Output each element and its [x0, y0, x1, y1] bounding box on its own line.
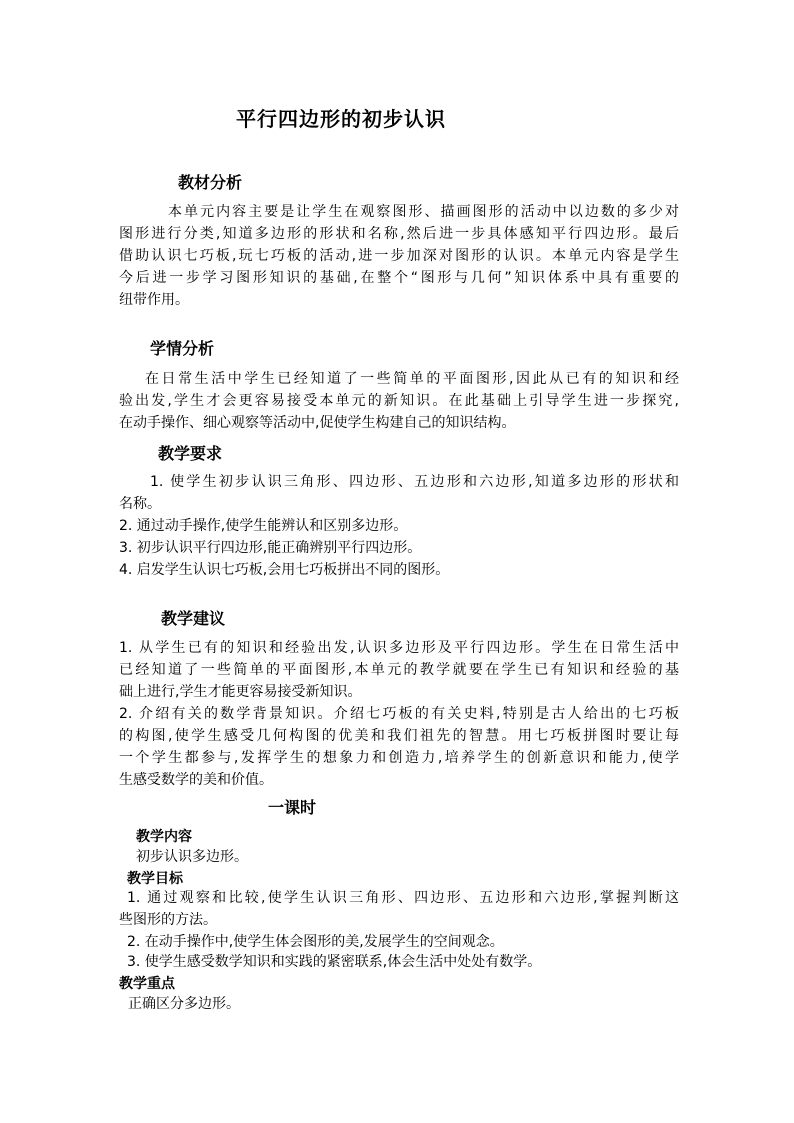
teaching-content-text: 初步认识多边形。: [136, 849, 248, 865]
list-item: 2. 通过动手操作,使学生能辨认和区别多边形。: [119, 518, 408, 534]
paragraph-line: 纽带作用。: [119, 292, 189, 308]
list-item: 2. 在动手操作中,使学生体会图形的美,发展学生的空间观念。: [127, 934, 504, 950]
list-item: 2. 介绍有关的数学背景知识。介绍七巧板的有关史料,特别是古人给出的七巧板: [119, 706, 679, 722]
list-item: 已经知道了一些简单的平面图形,本单元的教学就要在学生已有知识和经验的基: [119, 662, 679, 678]
section-heading-student-analysis: 学情分析: [150, 339, 215, 358]
list-item: 1. 通过观察和比较,使学生认识三角形、四边形、五边形和六边形,掌握判断这: [127, 890, 679, 906]
key-point-heading: 教学重点: [119, 976, 175, 992]
list-item: 生感受数学的美和价值。: [119, 772, 273, 788]
list-item: 3. 初步认识平行四边形,能正确辨别平行四边形。: [119, 540, 422, 556]
teaching-content-heading: 教学内容: [136, 829, 192, 845]
list-item: 的构图,使学生感受几何构图的优美和我们祖先的智慧。用七巧板拼图时要让每: [119, 728, 679, 744]
page-title: 平行四边形的初步认识: [236, 107, 446, 131]
teaching-goals-heading: 教学目标: [127, 871, 183, 887]
section-heading-textbook-analysis: 教材分析: [178, 173, 243, 192]
list-item: 4. 启发学生认识七巧板,会用七巧板拼出不同的图形。: [119, 562, 450, 578]
paragraph-line: 在日常生活中学生已经知道了一些简单的平面图形,因此从已有的知识和经: [145, 371, 679, 387]
paragraph-line: 验出发,学生才会更容易接受本单元的新知识。在此基础上引导学生进一步探究,: [119, 393, 679, 409]
paragraph-line: 今后进一步学习图形知识的基础,在整个“图形与几何”知识体系中具有重要的: [119, 270, 679, 286]
section-heading-teaching-suggestions: 教学建议: [161, 609, 226, 628]
list-item: 础上进行,学生才能更容易接受新知识。: [119, 684, 362, 700]
list-item: 一个学生都参与,发挥学生的想象力和创造力,培养学生的创新意识和能力,使学: [119, 750, 679, 766]
key-point-text: 正确区分多边形。: [128, 996, 240, 1012]
list-item: 些图形的方法。: [119, 912, 217, 928]
list-item: 名称。: [119, 496, 161, 512]
list-item: 3. 使学生感受数学知识和实践的紧密联系,体会生活中处处有数学。: [127, 954, 542, 970]
paragraph-line: 图形进行分类,知道多边形的形状和名称,然后进一步具体感知平行四边形。最后: [119, 226, 679, 242]
section-heading-teaching-requirements: 教学要求: [158, 444, 223, 463]
list-item: 1. 使学生初步认识三角形、四边形、五边形和六边形,知道多边形的形状和: [150, 474, 679, 490]
list-item: 1. 从学生已有的知识和经验出发,认识多边形及平行四边形。学生在日常生活中: [119, 640, 679, 656]
paragraph-line: 在动手操作、细心观察等活动中,促使学生构建自己的知识结构。: [119, 415, 516, 431]
lesson-heading: 一课时: [268, 798, 317, 817]
paragraph-line: 借助认识七巧板,玩七巧板的活动,进一步加深对图形的认识。本单元内容是学生: [119, 248, 679, 264]
paragraph-line: 本单元内容主要是让学生在观察图形、描画图形的活动中以边数的多少对: [168, 204, 679, 220]
